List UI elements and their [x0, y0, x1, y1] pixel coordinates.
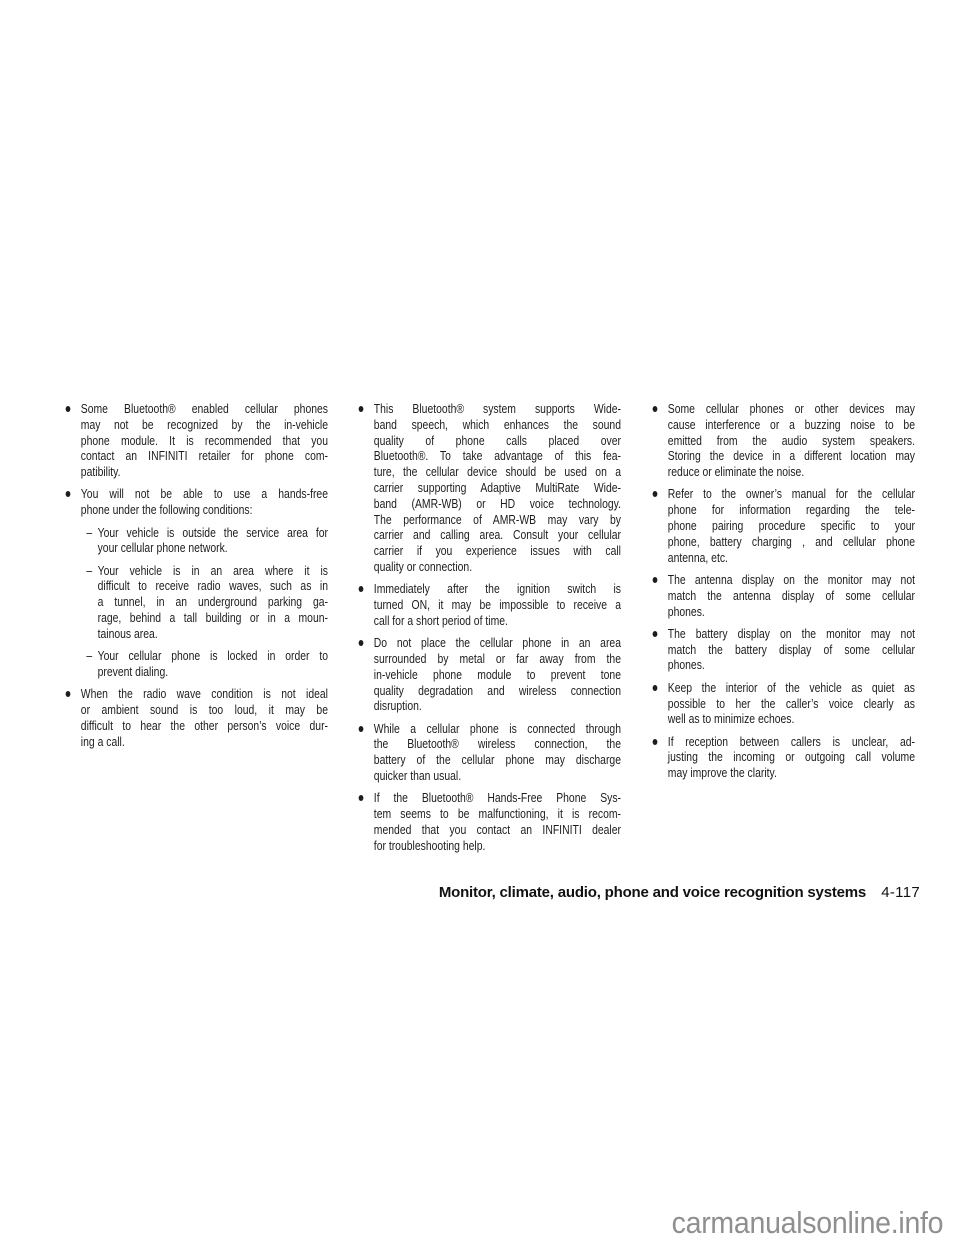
text-line: the Bluetooth® wireless connection, the [373, 736, 621, 752]
text-line: difficult to hear the other person’s voice dur- [80, 717, 328, 733]
text-line: This Bluetooth® system supports Wide- [373, 401, 621, 416]
page-footer [439, 884, 920, 901]
paragraph [98, 525, 328, 557]
text-line: phone, battery charging , and cellular phone [667, 533, 915, 549]
dash-marker: – [86, 562, 93, 578]
text-line: for troubleshooting help. [373, 837, 486, 853]
text-line: If reception between callers is unclear, ad- [667, 733, 915, 749]
bullet-marker [359, 406, 364, 412]
text-line: match the antenna display of some cellular [667, 587, 915, 603]
bullet-marker [359, 640, 364, 646]
bullet-marker [66, 406, 71, 412]
list-item [64, 648, 328, 680]
bullet-marker [359, 795, 364, 801]
list-item [651, 572, 915, 619]
paragraph [98, 648, 328, 680]
watermark-text: carmanualsonline.info [671, 1205, 943, 1240]
paragraph [374, 401, 621, 575]
paragraph [668, 626, 915, 673]
text-line: contact an INFINITI retailer for phone com- [80, 448, 328, 464]
text-line: turned ON, it may be impossible to receive a [373, 597, 621, 613]
paragraph [81, 686, 328, 749]
text-line: Immediately after the ignition switch is [373, 581, 621, 597]
text-line: may not be recognized by the in-vehicle [80, 416, 328, 432]
paragraph [668, 680, 915, 727]
text-column [357, 401, 621, 860]
footer-page-number: 4-117 [881, 884, 920, 901]
text-line: rage, behind a tall building or in a moun- [97, 610, 328, 626]
paragraph [98, 563, 328, 642]
bullet-marker [653, 406, 658, 412]
list-item [357, 401, 621, 575]
text-line: The performance of AMR-WB may vary by [373, 511, 621, 527]
text-line: carrier supporting Adaptive MultiRate Wide- [373, 479, 621, 495]
bullet-marker [359, 586, 364, 592]
text-line: band speech, which enhances the sound [373, 416, 621, 432]
text-line: well as to minimize echoes. [667, 711, 795, 727]
text-line: Some cellular phones or other devices may [667, 401, 915, 416]
text-line: phone under the following conditions: [80, 502, 253, 518]
footer-section-title: Monitor, climate, audio, phone and voice recognition systems [438, 884, 867, 901]
text-line: Bluetooth®. To take advantage of this fea- [373, 448, 621, 464]
text-line: You will not be able to use a hands-free [80, 486, 328, 502]
list-item [64, 486, 328, 518]
text-line: While a cellular phone is connected through [373, 720, 621, 736]
text-line: your cellular phone network. [97, 540, 228, 556]
list-item [64, 563, 328, 642]
text-line: Storing the device in a different location may [667, 448, 915, 464]
text-line: carrier and calling area. Consult your cellular [373, 527, 621, 543]
text-line: reduce or eliminate the noise. [667, 464, 805, 480]
text-line: may improve the clarity. [667, 765, 777, 781]
paragraph [668, 734, 915, 781]
text-line: possible to her the caller’s voice clearly as [667, 695, 915, 711]
text-line: call for a short period of time. [373, 612, 508, 628]
text-line: If the Bluetooth® Hands-Free Phone Sys- [373, 790, 621, 806]
text-line: patibility. [80, 464, 121, 480]
text-line: mended that you contact an INFINITI dealer [373, 821, 621, 837]
text-line: difficult to receive radio waves, such as in [97, 578, 328, 594]
text-line: tem seems to be malfunctioning, it is recom- [373, 806, 621, 822]
bullet-marker [653, 685, 658, 691]
list-item [651, 680, 915, 727]
list-item [651, 734, 915, 781]
text-line: The antenna display on the monitor may not [667, 571, 915, 587]
list-item [651, 626, 915, 673]
text-line: in-vehicle phone module to prevent tone [373, 666, 621, 682]
text-line: phones. [667, 657, 705, 673]
text-line: surrounded by metal or far away from the [373, 650, 621, 666]
paragraph [374, 721, 621, 784]
text-line: disruption. [373, 698, 422, 714]
text-line: ing a call. [80, 733, 125, 749]
text-line: tainous area. [97, 625, 158, 641]
bullet-marker [653, 631, 658, 637]
text-line: Do not place the cellular phone in an area [373, 635, 621, 651]
text-line: phone for information regarding the tele- [667, 502, 915, 518]
bullet-marker [653, 577, 658, 583]
text-line: phone module. It is recommended that you [80, 432, 328, 448]
dash-marker: – [86, 524, 93, 540]
text-line: The battery display on the monitor may not [667, 625, 915, 641]
list-item [64, 686, 328, 749]
text-line: match the battery display of some cellular [667, 641, 915, 657]
text-line: prevent dialing. [97, 663, 169, 679]
list-item [357, 581, 621, 628]
paragraph [81, 486, 328, 518]
paragraph [668, 401, 915, 480]
text-line: cause interference or a buzzing noise to be [667, 416, 915, 432]
paragraph [374, 581, 621, 628]
text-column [64, 401, 328, 756]
list-item [64, 525, 328, 557]
list-item [357, 635, 621, 714]
text-line: Some Bluetooth® enabled cellular phones [80, 401, 328, 416]
text-line: battery of the cellular phone may discharge [373, 752, 621, 768]
list-item [651, 486, 915, 565]
paragraph [668, 486, 915, 565]
paragraph [374, 790, 621, 853]
dash-marker: – [86, 648, 93, 664]
text-line: antenna, etc. [667, 549, 728, 565]
bullet-marker [653, 739, 658, 745]
paragraph [668, 572, 915, 619]
text-line: or ambient sound is too loud, it may be [80, 702, 328, 718]
bullet-marker [66, 691, 71, 697]
text-line: ture, the cellular device should be used on a [373, 464, 621, 480]
text-line: Keep the interior of the vehicle as quiet as [667, 679, 915, 695]
text-line: quality or connection. [373, 558, 473, 574]
text-line: phones. [667, 603, 705, 619]
text-line: justing the incoming or outgoing call volume [667, 749, 915, 765]
paragraph [81, 401, 328, 480]
paragraph [374, 635, 621, 714]
text-line: phone pairing procedure specific to your [667, 518, 915, 534]
text-line: Your cellular phone is locked in order to [97, 648, 328, 664]
text-line: band (AMR-WB) or HD voice technology. [373, 495, 621, 511]
text-line: Refer to the owner’s manual for the cellular [667, 486, 915, 502]
list-item [651, 401, 915, 480]
text-line: quality of phone calls placed over [373, 432, 621, 448]
list-item [64, 401, 328, 480]
text-line: a tunnel, in an underground parking ga- [97, 594, 328, 610]
text-line: Your vehicle is outside the service area for [97, 524, 328, 540]
text-line: emitted from the audio system speakers. [667, 432, 915, 448]
text-line: carrier if you experience issues with call [373, 543, 621, 559]
text-line: quicker than usual. [373, 768, 462, 784]
bullet-marker [653, 491, 658, 497]
text-line: quality degradation and wireless connection [373, 682, 621, 698]
list-item [357, 721, 621, 784]
text-column [651, 401, 915, 788]
bullet-marker [359, 726, 364, 732]
text-line: When the radio wave condition is not ideal [80, 686, 328, 702]
bullet-marker [66, 491, 71, 497]
list-item [357, 790, 621, 853]
text-line: Your vehicle is in an area where it is [97, 562, 328, 578]
